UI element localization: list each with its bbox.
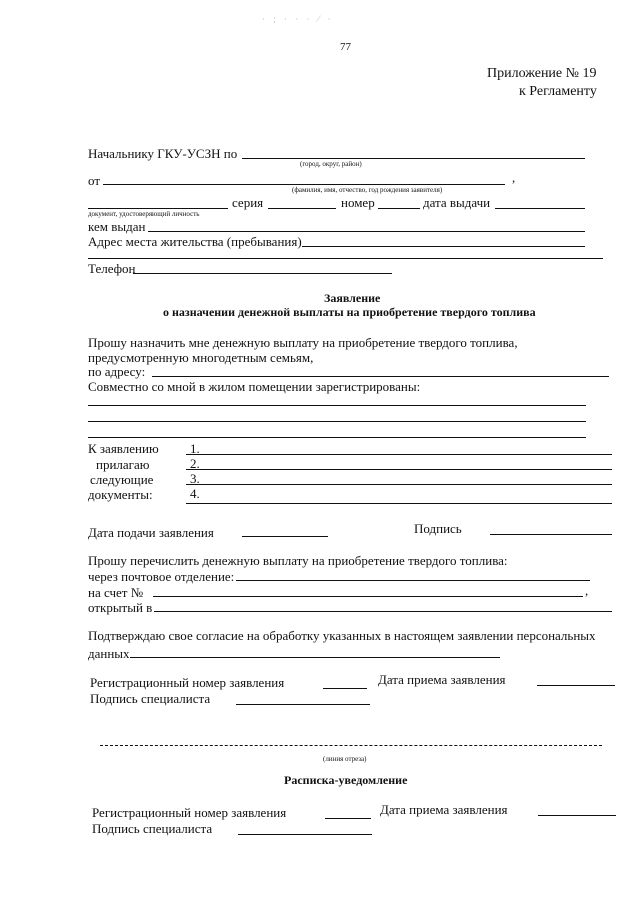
account-comma: , bbox=[585, 583, 589, 598]
cut-hint: (линия отреза) bbox=[323, 755, 367, 763]
receipt-reg-number-field[interactable] bbox=[325, 818, 371, 819]
opened-field[interactable] bbox=[154, 611, 612, 612]
receipt-reg-number-label: Регистрационный номер заявления bbox=[92, 805, 287, 820]
number-field[interactable] bbox=[378, 208, 420, 209]
reg-number-label: Регистрационный номер заявления bbox=[90, 675, 285, 690]
address-field[interactable] bbox=[152, 376, 609, 377]
document-title: Заявление bbox=[324, 291, 381, 305]
series-label: серия bbox=[232, 195, 264, 210]
attach-label-3: следующие bbox=[90, 472, 154, 487]
specialist-field[interactable] bbox=[236, 704, 370, 705]
registered-field-2[interactable] bbox=[88, 421, 586, 422]
registered-field-1[interactable] bbox=[88, 405, 586, 406]
appendix-line1: Приложение № 19 bbox=[487, 66, 597, 81]
attach-num-1: 1. bbox=[190, 441, 200, 456]
cut-line bbox=[100, 745, 602, 746]
consent-line1: Подтверждаю свое согласие на обработку указанных в настоящем заявлении персональных bbox=[88, 628, 596, 643]
from-field[interactable] bbox=[103, 184, 505, 185]
phone-field[interactable] bbox=[133, 273, 392, 274]
to-hint: (город, округ, район) bbox=[300, 160, 362, 168]
receive-date-field[interactable] bbox=[537, 685, 615, 686]
consent-field[interactable] bbox=[130, 657, 500, 658]
attach-label-1: К заявлению bbox=[88, 441, 159, 456]
address-label: по адресу: bbox=[88, 364, 146, 379]
series-field[interactable] bbox=[268, 208, 336, 209]
receipt-specialist-field[interactable] bbox=[238, 834, 372, 835]
request-line1: Прошу назначить мне денежную выплату на приобретение твердого топлива, bbox=[88, 335, 518, 350]
consent-line2: данных bbox=[88, 646, 130, 661]
attach-field-3[interactable] bbox=[186, 484, 612, 485]
registered-label: Совместно со мной в жилом помещении зарегистрированы: bbox=[88, 379, 421, 394]
post-office-field[interactable] bbox=[236, 580, 590, 581]
request-line2: предусмотренную многодетным семьям, bbox=[88, 350, 314, 365]
receive-date-label: Дата приема заявления bbox=[378, 672, 506, 687]
residence-field[interactable] bbox=[302, 246, 585, 247]
attach-field-4[interactable] bbox=[186, 503, 612, 504]
issued-by-label: кем выдан bbox=[88, 219, 146, 234]
issue-date-field[interactable] bbox=[495, 208, 585, 209]
id-doc-field[interactable] bbox=[88, 208, 228, 209]
receipt-title: Расписка-уведомление bbox=[284, 773, 408, 787]
account-label: на счет № bbox=[88, 585, 144, 600]
page-number: 77 bbox=[340, 41, 351, 53]
submit-date-label: Дата подачи заявления bbox=[88, 525, 214, 540]
to-field[interactable] bbox=[242, 158, 585, 159]
reg-number-field[interactable] bbox=[323, 688, 367, 689]
opened-label: открытый в bbox=[88, 600, 153, 615]
phone-label: Телефон bbox=[88, 261, 136, 276]
receipt-receive-date-field[interactable] bbox=[538, 815, 616, 816]
number-label: номер bbox=[341, 195, 375, 210]
attach-label-2: прилагаю bbox=[96, 457, 150, 472]
residence-label: Адрес места жительства (пребывания) bbox=[88, 234, 302, 249]
transfer-label: Прошу перечислить денежную выплату на приобретение твердого топлива: bbox=[88, 553, 508, 568]
attach-num-4: 4. bbox=[190, 486, 200, 501]
signature-field[interactable] bbox=[490, 534, 612, 535]
account-field[interactable] bbox=[153, 596, 583, 597]
submit-date-field[interactable] bbox=[242, 536, 328, 537]
attach-label-4: документы: bbox=[88, 487, 153, 502]
to-label: Начальнику ГКУ-УСЗН по bbox=[88, 146, 238, 161]
attach-num-3: 3. bbox=[190, 471, 200, 486]
receipt-receive-date-label: Дата приема заявления bbox=[380, 802, 508, 817]
id-doc-hint: документ, удостоверяющий личность bbox=[88, 210, 200, 218]
post-office-label: через почтовое отделение: bbox=[88, 569, 235, 584]
attach-field-2[interactable] bbox=[186, 469, 612, 470]
appendix-line2: к Регламенту bbox=[519, 84, 597, 99]
issued-by-field[interactable] bbox=[148, 231, 585, 232]
from-comma: , bbox=[512, 170, 516, 185]
attach-num-2: 2. bbox=[190, 456, 200, 471]
from-hint: (фамилия, имя, отчество, год рождения заявителя) bbox=[292, 186, 443, 194]
registered-field-3[interactable] bbox=[88, 437, 586, 438]
signature-label: Подпись bbox=[414, 521, 462, 536]
issue-date-label: дата выдачи bbox=[423, 195, 491, 210]
residence-field-2[interactable] bbox=[88, 258, 603, 259]
receipt-specialist-label: Подпись специалиста bbox=[92, 821, 213, 836]
attach-field-1[interactable] bbox=[186, 454, 612, 455]
document-subtitle: о назначении денежной выплаты на приобретение твердого топлива bbox=[163, 305, 536, 319]
from-label: от bbox=[88, 173, 101, 188]
scan-artifact: · ; · · · ⁄ · bbox=[262, 14, 334, 24]
specialist-label: Подпись специалиста bbox=[90, 691, 211, 706]
